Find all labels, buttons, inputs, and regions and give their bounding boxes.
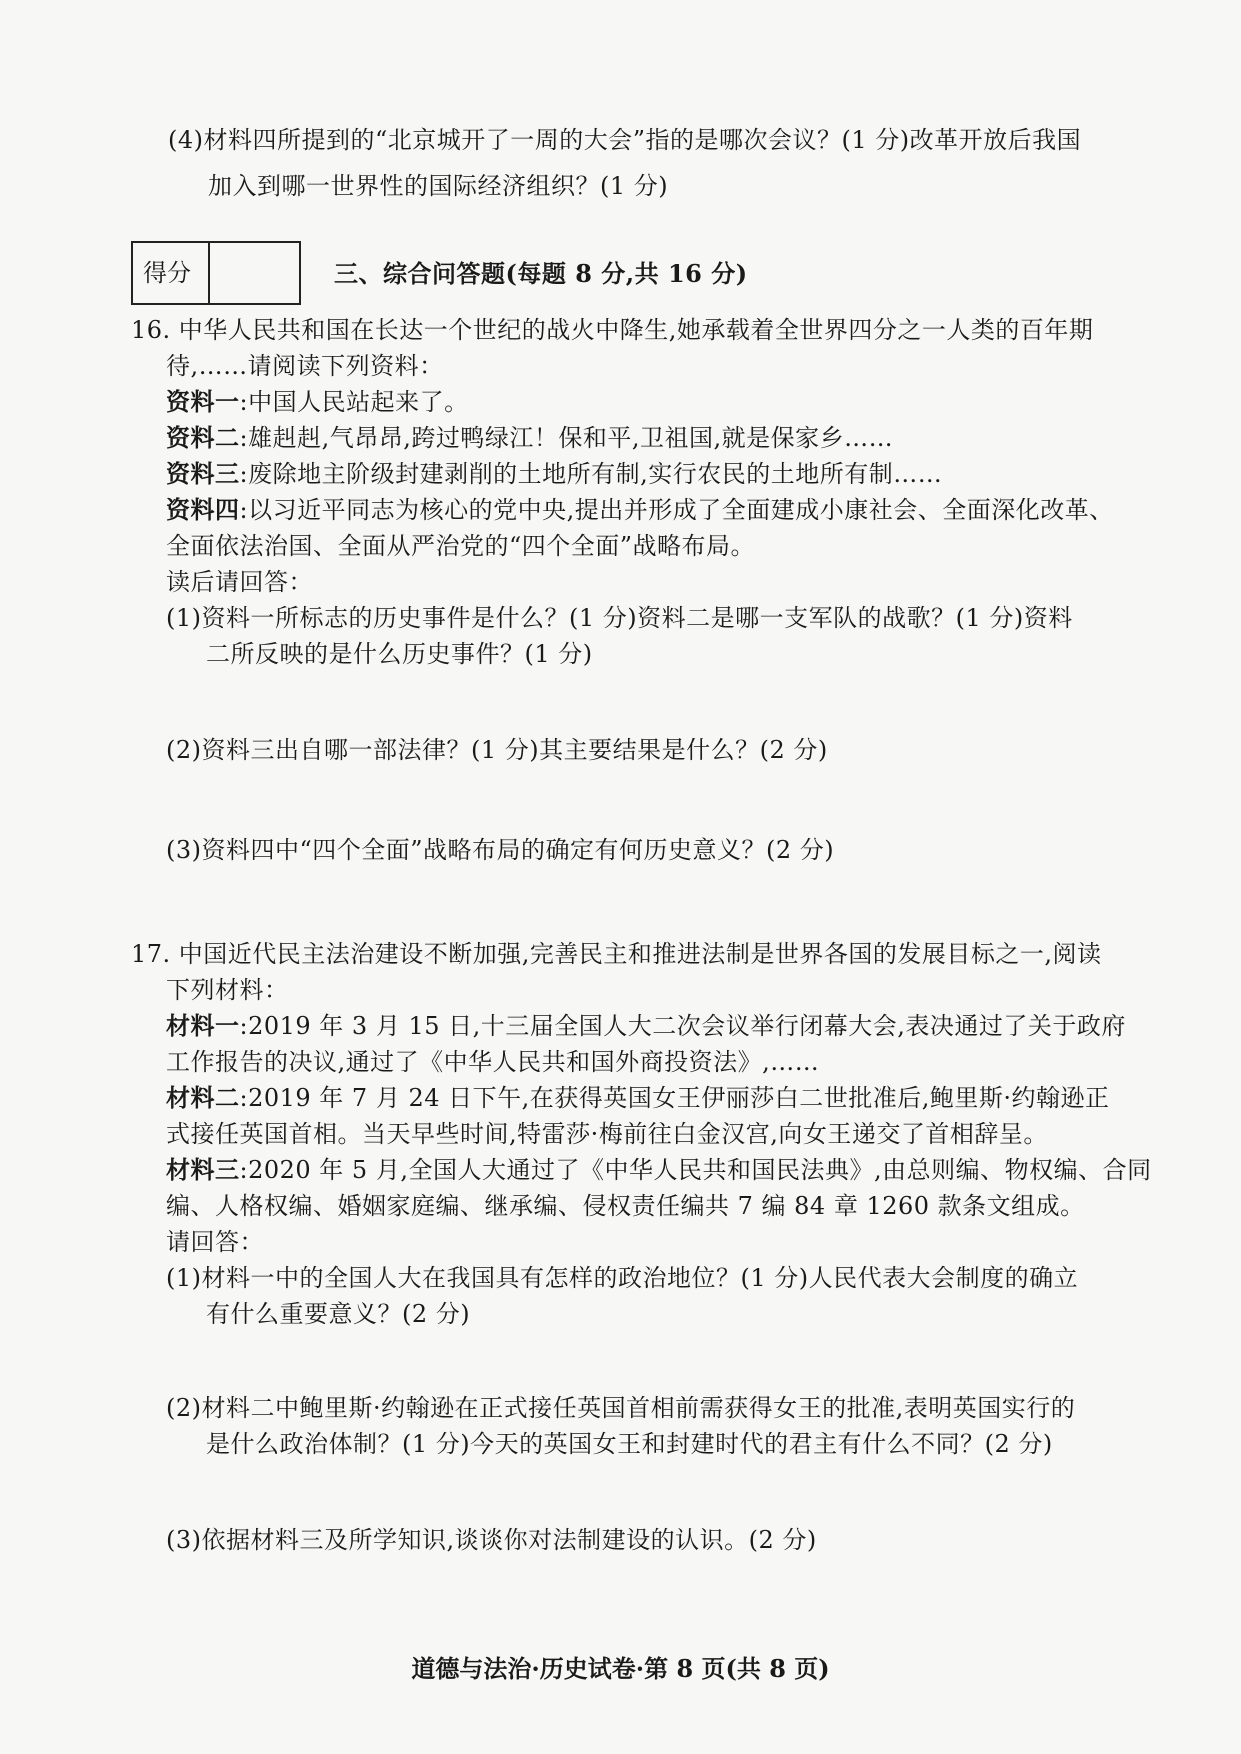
q17-sub3: (3)依据材料三及所学知识,谈谈你对法制建设的认识。(2 分) bbox=[166, 1526, 817, 1554]
score-box-divider bbox=[208, 243, 210, 303]
q16-sub3: (3)资料四中“四个全面”战略布局的确定有何历史意义？(2 分) bbox=[166, 836, 835, 864]
q17-material-3-label: 材料三 bbox=[166, 1155, 240, 1184]
q16-material-4 bbox=[166, 494, 1114, 526]
q16-material-4-text: :以习近平同志为核心的党中央,提出并形成了全面建成小康社会、全面深化改革、 bbox=[239, 496, 1114, 524]
page-footer: 道德与法治·历史试卷·第 8 页(共 8 页) bbox=[411, 1654, 830, 1683]
q16-material-4-cont: 全面依法治国、全面从严治党的“四个全面”战略布局。 bbox=[166, 532, 756, 560]
q15-4-line1: (4)材料四所提到的“北京城开了一周的大会”指的是哪次会议？(1 分)改革开放后我国 bbox=[168, 126, 1082, 154]
q16-material-3-text: :废除地主阶级封建剥削的土地所有制,实行农民的土地所有制…… bbox=[239, 460, 943, 488]
q16-prompt: 读后请回答： bbox=[166, 568, 313, 596]
q16-sub1-line2: 二所反映的是什么历史事件？(1 分) bbox=[206, 640, 593, 668]
q17-intro-line2: 下列材料： bbox=[166, 976, 289, 1004]
q17-material-1-cont: 工作报告的决议,通过了《中华人民共和国外商投资法》,…… bbox=[166, 1048, 820, 1076]
q17-sub1-line1: (1)材料一中的全国人大在我国具有怎样的政治地位？(1 分)人民代表大会制度的确立 bbox=[166, 1264, 1079, 1292]
q17-material-3-cont: 编、人格权编、婚姻家庭编、继承编、侵权责任编共 7 编 84 章 1260 款条文组成。 bbox=[166, 1192, 1085, 1220]
q15-4-line2: 加入到哪一世界性的国际经济组织？(1 分) bbox=[208, 172, 669, 200]
q17-sub2-line2: 是什么政治体制？(1 分)今天的英国女王和封建时代的君主有什么不同？(2 分) bbox=[206, 1430, 1053, 1458]
q16-material-2-label: 资料二 bbox=[166, 423, 240, 452]
score-box bbox=[131, 241, 301, 305]
q17-prompt: 请回答： bbox=[166, 1228, 264, 1256]
q17-material-1-text: :2019 年 3 月 15 日,十三届全国人大二次会议举行闭幕大会,表决通过了关于政府 bbox=[239, 1012, 1126, 1040]
section3-title: 三、综合问答题(每题 8 分,共 16 分) bbox=[334, 259, 748, 288]
q16-material-1-text: :中国人民站起来了。 bbox=[239, 388, 469, 416]
q17-material-3 bbox=[166, 1154, 1152, 1186]
q17-intro-line1: 17. 中国近代民主法治建设不断加强,完善民主和推进法制是世界各国的发展目标之一,阅读 bbox=[131, 940, 1102, 968]
q16-sub2: (2)资料三出自哪一部法律？(1 分)其主要结果是什么？(2 分) bbox=[166, 736, 828, 764]
score-label: 得分 bbox=[143, 259, 191, 287]
q16-material-4-label: 资料四 bbox=[166, 495, 240, 524]
q17-material-1-label: 材料一 bbox=[166, 1011, 240, 1040]
q17-material-3-text: :2020 年 5 月,全国人大通过了《中华人民共和国民法典》,由总则编、物权编、合同 bbox=[239, 1156, 1152, 1184]
q16-material-1 bbox=[166, 386, 469, 418]
q16-material-2-text: :雄赳赳,气昂昂,跨过鸭绿江！保和平,卫祖国,就是保家乡…… bbox=[239, 424, 894, 452]
q17-material-1 bbox=[166, 1010, 1126, 1042]
q17-sub2-line1: (2)材料二中鲍里斯·约翰逊在正式接任英国首相前需获得女王的批准,表明英国实行的 bbox=[166, 1394, 1076, 1422]
q17-sub1-line2: 有什么重要意义？(2 分) bbox=[206, 1300, 471, 1328]
q17-material-2-text: :2019 年 7 月 24 日下午,在获得英国女王伊丽莎白二世批准后,鲍里斯·约翰逊正 bbox=[239, 1084, 1110, 1112]
q17-material-2 bbox=[166, 1082, 1110, 1114]
q16-material-3-label: 资料三 bbox=[166, 459, 240, 488]
q16-intro-line1: 16. 中华人民共和国在长达一个世纪的战火中降生,她承载着全世界四分之一人类的百年期 bbox=[131, 316, 1094, 344]
q17-material-2-cont: 式接任英国首相。当天早些时间,特雷莎·梅前往白金汉宫,向女王递交了首相辞呈。 bbox=[166, 1120, 1048, 1148]
q16-sub1-line1: (1)资料一所标志的历史事件是什么？(1 分)资料二是哪一支军队的战歌？(1 分)资料 bbox=[166, 604, 1073, 632]
q17-material-2-label: 材料二 bbox=[166, 1083, 240, 1112]
q16-intro-line2: 待,……请阅读下列资料： bbox=[166, 352, 444, 380]
q16-material-1-label: 资料一 bbox=[166, 387, 240, 416]
q16-material-2 bbox=[166, 422, 893, 454]
q16-material-3 bbox=[166, 458, 942, 490]
